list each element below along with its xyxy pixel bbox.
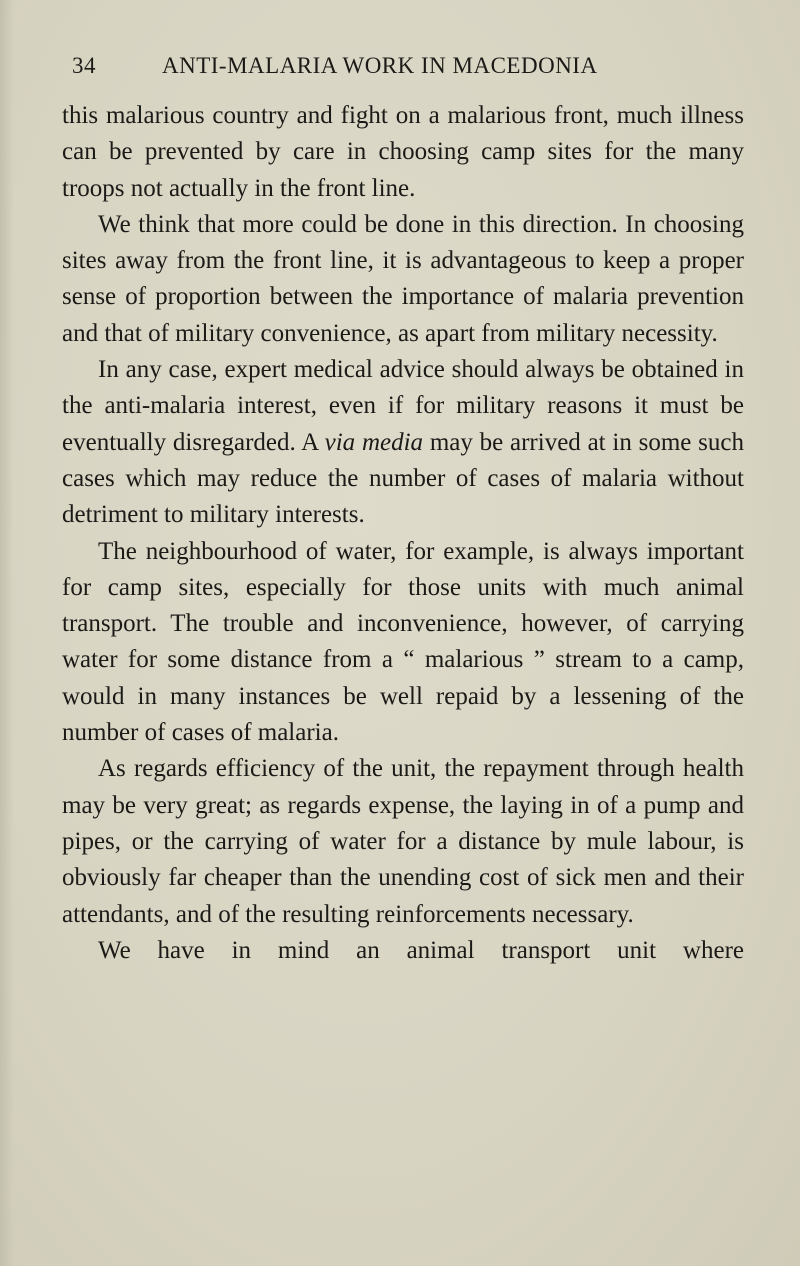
paragraph-5: As regards efficiency of the unit, the repayment through health may be very great; as regards expense, the laying in of a pump and pipes, or the carrying of water for a distance by mule labour, is obviously far cheaper than the unending cost of sick men and their attendants, and of the resulting reinforcements necessary. xyxy=(62,755,744,928)
body-text xyxy=(62,98,744,969)
page-edge-shadow xyxy=(0,0,14,1266)
paragraph-3-start: In any case, expert medical advice should always be obtained in the anti-malaria interest, even if for military reasons it must be eventually disregarded. A xyxy=(62,356,744,456)
paragraph-4: The neighbourhood of water, for example, is always important for camp sites, especially for those units with much animal transport. The trouble and inconvenience, however, of carrying water for some distance from a “ malarious ” stream to a camp, would in many instances be well repaid by a lessening of the number of cases of malaria. xyxy=(62,537,744,747)
paragraph-6: We have in mind an animal transport unit where xyxy=(98,936,744,964)
paragraph-3-italic: via media xyxy=(324,428,424,456)
paragraph-3 xyxy=(62,352,744,533)
page-number: 34 xyxy=(72,53,96,78)
paragraph-2: We think that more could be done in this direction. In choosing sites away from the front line, it is advantageous to keep a proper sense of proportion between the importance of malaria prevention and that of military convenience, as apart from military necessity. xyxy=(62,210,744,347)
running-title: ANTI-MALARIA WORK IN MACEDONIA xyxy=(162,53,598,78)
paragraph-1: this malarious country and fight on a malarious front, much illness can be prevented by care in choosing camp sites for the many troops not actually in the front line. xyxy=(62,102,744,202)
running-header xyxy=(72,52,732,80)
paragraph-3-end: may be arrived at in some such cases which may reduce the number of cases of malaria without detriment to military interests. xyxy=(62,428,744,529)
